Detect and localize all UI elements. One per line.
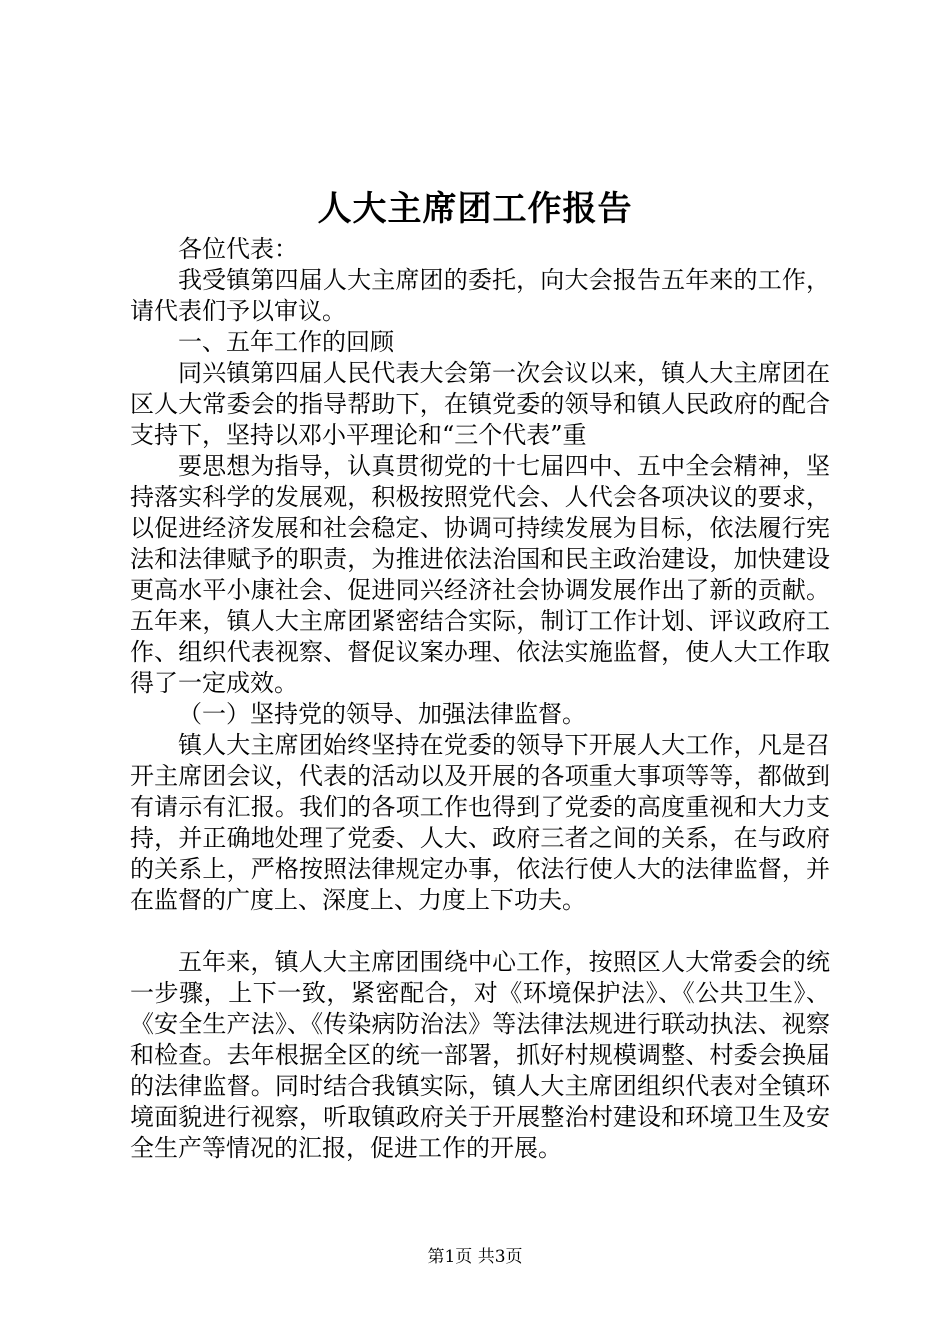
paragraph: 镇人大主席团始终坚持在党委的领导下开展人大工作，凡是召开主席团会议，代表的活动以及开展的各项重大事项等等，都做到有请示有汇报。我们的各项工作也得到了党委的高度重视和大力支持，并正确地处理了党委、人大、政府三者之间的关系，在与政府的关系上，严格按照法律规定办事，依法行使人大的法律监督，并在监督的广度上、深度上、力度上下功夫。 xyxy=(130,731,830,914)
paragraph: 要思想为指导，认真贯彻党的十七届四中、五中全会精神，坚持落实科学的发展观，积极按照党代会、人代会各项决议的要求，以促进经济发展和社会稳定、协调可持续发展为目标，依法履行宪法和法律赋予的职责，为推进依法治国和民主政治建设，加快建设更高水平小康社会、促进同兴经济社会协调发展作出了新的贡献。五年来，镇人大主席团紧密结合实际，制订工作计划、评议政府工作、组织代表视察、督促议案办理、依法实施监督，使人大工作取得了一定成效。 xyxy=(130,452,830,697)
salutation: 各位代表： xyxy=(178,235,298,263)
page-footer: 第1页 共3页 xyxy=(427,1247,523,1267)
paragraph: 同兴镇第四届人民代表大会第一次会议以来，镇人大主席团在区人大常委会的指导帮助下，在镇党委的领导和镇人民政府的配合支持下，坚持以邓小平理论和“三个代表”重 xyxy=(130,359,830,449)
section-heading: 一、五年工作的回顾 xyxy=(178,328,394,356)
document-title: 人大主席团工作报告 xyxy=(317,189,633,229)
document-body xyxy=(130,234,830,1164)
subsection-heading: （一）坚持党的领导、加强法律监督。 xyxy=(178,700,586,728)
paragraph: 五年来，镇人大主席团围绕中心工作，按照区人大常委会的统一步骤，上下一致，紧密配合，对《环境保护法》、《公共卫生》、《安全生产法》、《传染病防治法》等法律法规进行联动执法、视察和检查。去年根据全区的统一部署，抓好村规模调整、村委会换届的法律监督。同时结合我镇实际，镇人大主席团组织代表对全镇环境面貌进行视察，听取镇政府关于开展整治村建设和环境卫生及安全生产等情况的汇报，促进工作的开展。 xyxy=(130,948,830,1162)
paragraph-intro: 我受镇第四届人大主席团的委托，向大会报告五年来的工作，请代表们予以审议。 xyxy=(130,266,830,325)
